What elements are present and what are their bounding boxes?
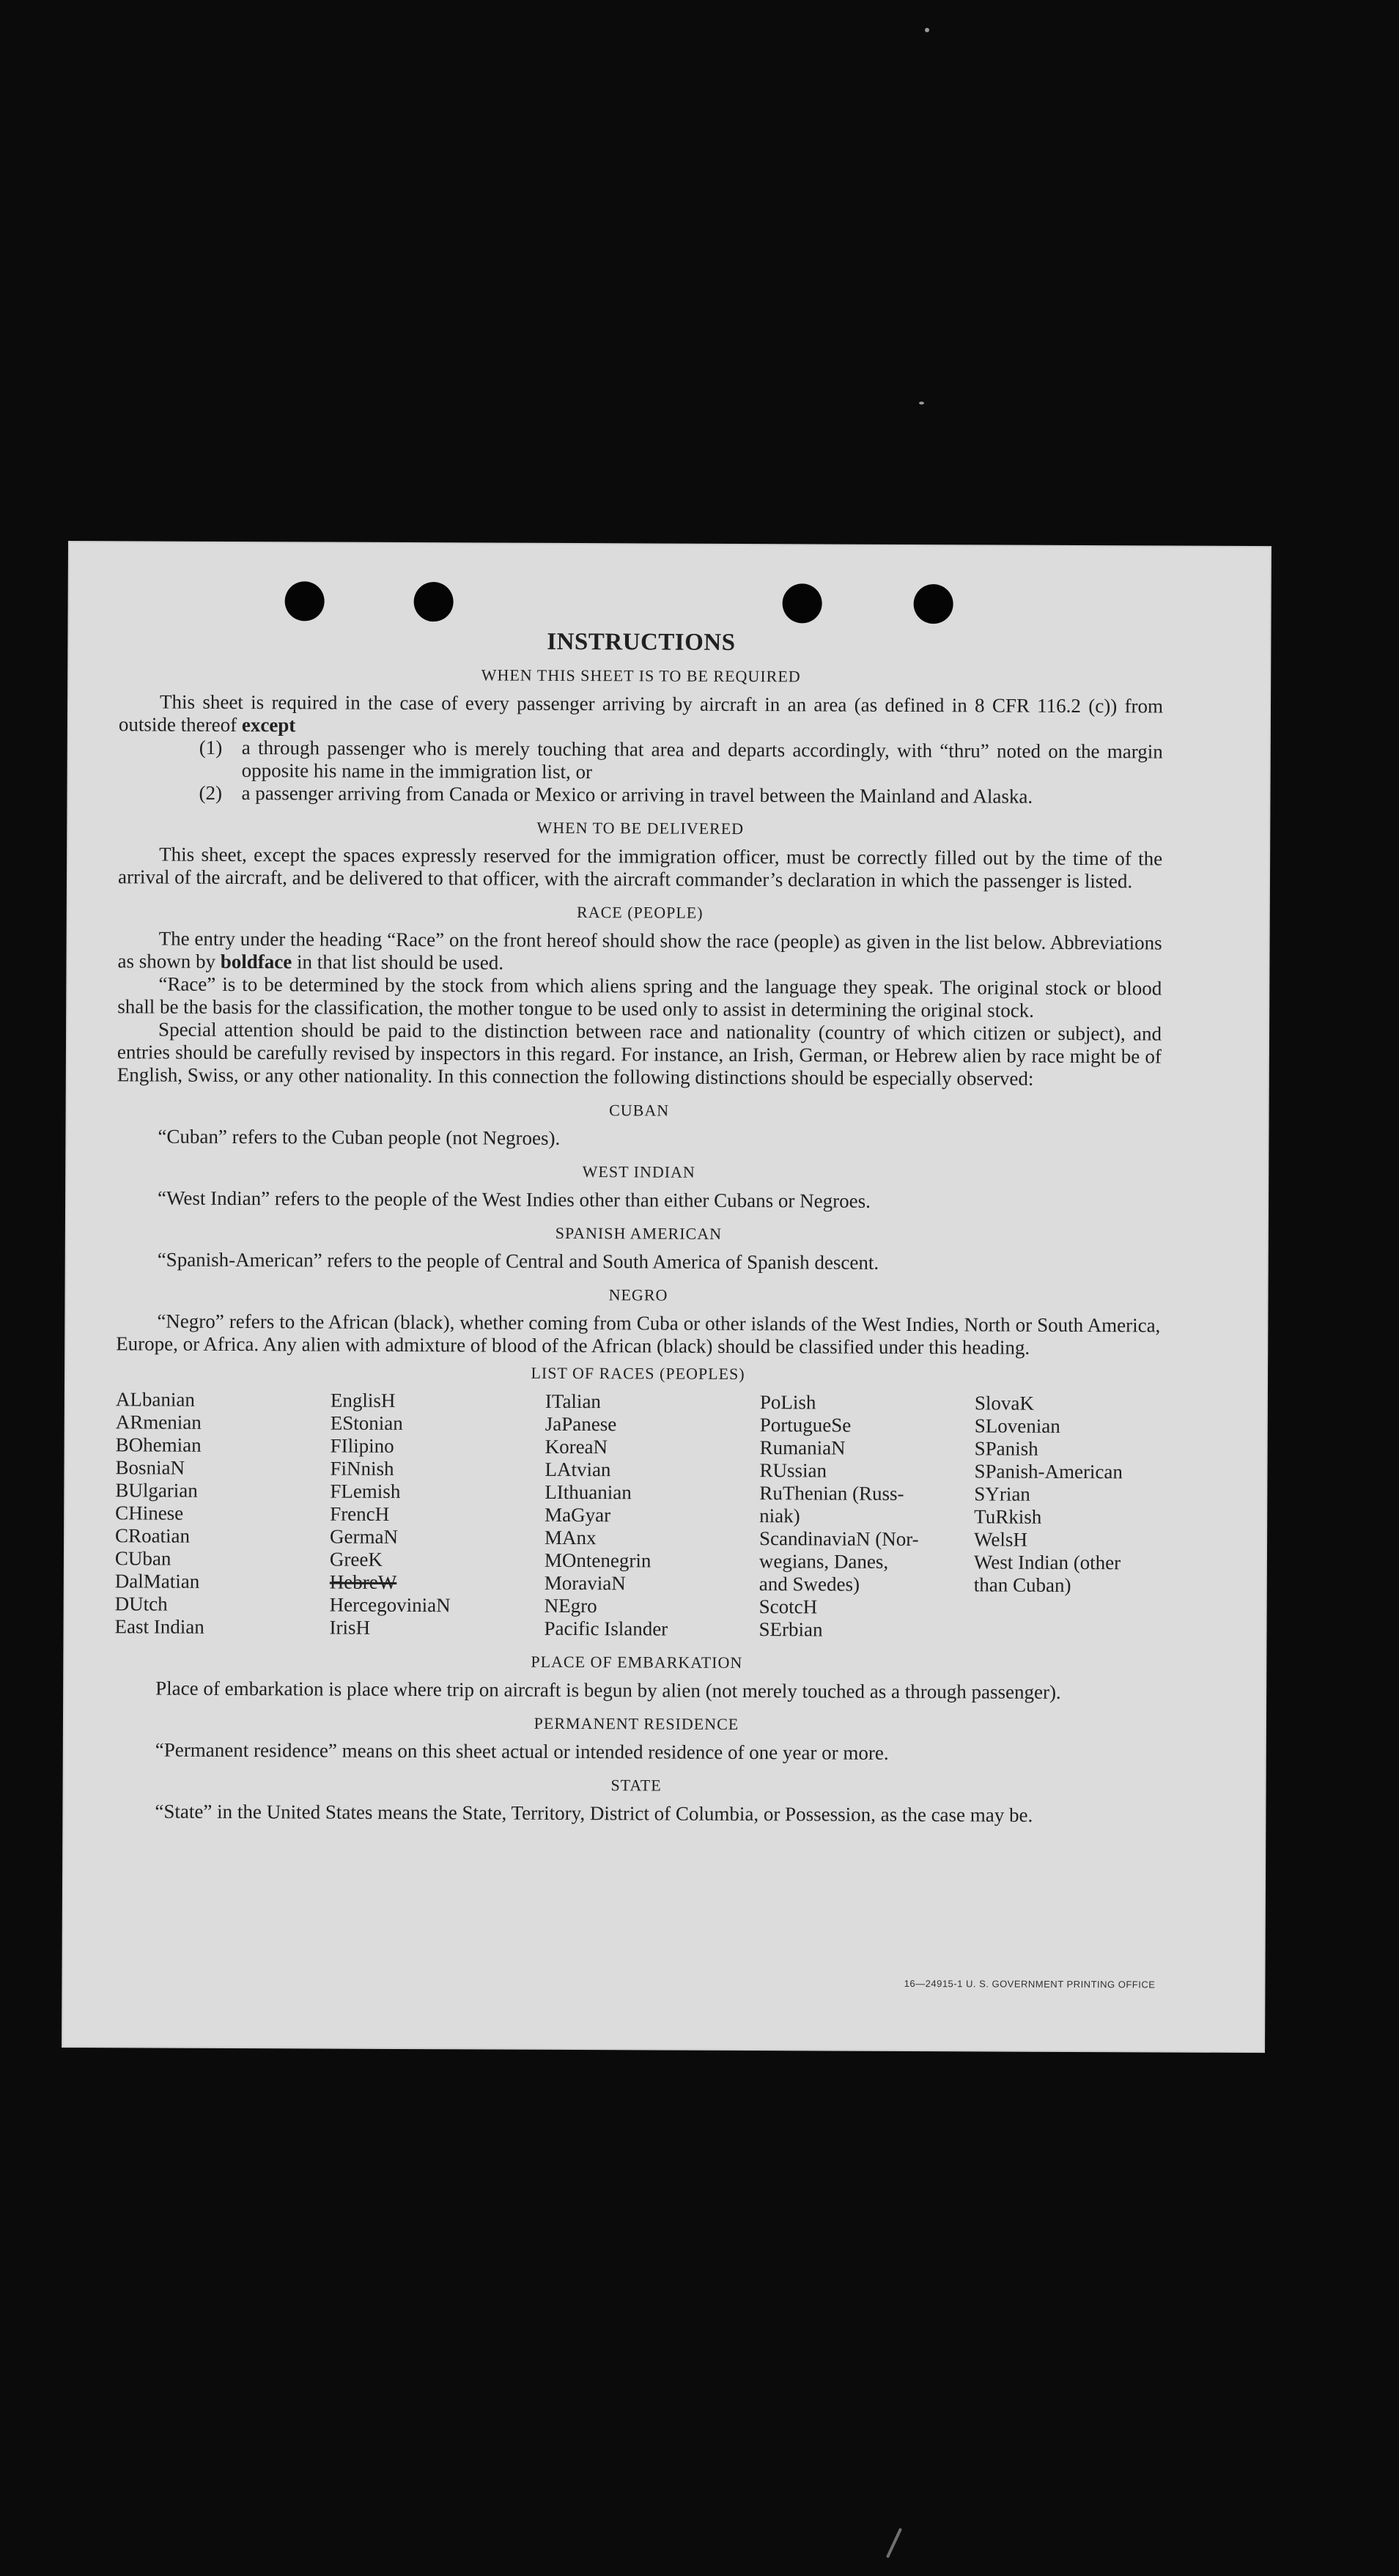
race-entry: FIlipino <box>330 1434 394 1457</box>
race-entry: ITalian <box>545 1390 602 1413</box>
race-entry: DUtch <box>114 1593 168 1615</box>
race-entry: BUlgarian <box>115 1479 198 1502</box>
race-entry: NEgro <box>544 1594 597 1617</box>
section-heading-list-of-races: LIST OF RACES (PEOPLES) <box>531 1363 745 1384</box>
race-entry: DalMatian <box>114 1570 200 1593</box>
section-heading-spanish-american: SPANISH AMERICAN <box>555 1223 723 1243</box>
race-entry: FLemish <box>330 1480 401 1502</box>
race-paragraph-1: The entry under the heading “Race” on the front hereof should show the race (people) as given in the list below. Abbreviations as shown by boldface in that list should be used. <box>117 927 1162 974</box>
race-entry: FiNnish <box>330 1457 394 1480</box>
race-entry: SErbian <box>758 1618 823 1641</box>
race-entry: SYrian <box>974 1483 1030 1505</box>
races-column <box>758 1391 974 1642</box>
section-heading-race: RACE (PEOPLE) <box>577 903 704 922</box>
race-entry: ARmenian <box>115 1411 202 1433</box>
race-entry: WelsH <box>974 1528 1027 1551</box>
punch-hole <box>285 581 325 621</box>
punch-hole <box>914 584 953 624</box>
race-entry: CUban <box>114 1547 171 1570</box>
race-entry: LIthuanian <box>545 1480 632 1504</box>
race-entry: EnglisH <box>330 1389 396 1411</box>
race-entry: PoLish <box>759 1391 816 1414</box>
race-entry: FrencH <box>330 1502 390 1525</box>
punch-hole <box>783 583 822 623</box>
section-heading-west-indian: WEST INDIAN <box>582 1162 695 1181</box>
race-entry: West Indian (other than Cuban) <box>973 1551 1121 1596</box>
races-list <box>114 1388 1159 1642</box>
race-entry: GreeK <box>329 1548 383 1571</box>
races-column <box>544 1390 759 1641</box>
spanish-american-text: “Spanish-American” refers to the people of Central and South America of Spanish descent. <box>157 1248 879 1274</box>
race-entry: TuRkish <box>974 1505 1042 1528</box>
race-entry: RumaniaN <box>759 1436 846 1459</box>
race-entry: BOhemian <box>115 1433 202 1456</box>
race-entry: HebreW <box>329 1571 397 1593</box>
race-entry: SPanish-American <box>974 1460 1123 1483</box>
when-delivered-text: This sheet, except the spaces expressly reserved for the immigration officer, must be correctly filled out by the time of the arrival of the aircraft, and be delivered to that officer, with the aircraft commander’s declaration in which the passenger is listed. <box>117 843 1163 893</box>
race-entry: ALbanian <box>115 1388 195 1411</box>
race-entry: JaPanese <box>545 1412 617 1436</box>
section-heading-embarkation: PLACE OF EMBARKATION <box>531 1652 743 1672</box>
race-paragraph-3: Special attention should be paid to the distinction between race and nationality (country of which citizen or subject), and entries should be carefully revised by inspectors in this regard. For instance, an Irish, German, or Hebrew alien by race might be of English, Swiss, or any other nationality. In this connection the following distinctions should be especially observed: <box>117 1018 1162 1090</box>
race-entry: SLovenian <box>974 1414 1060 1437</box>
race-entry: CHinese <box>115 1502 184 1524</box>
state-text: “State” in the United States means the State, Territory, District of Columbia, or Possession, as the case may be. <box>155 1800 1033 1826</box>
embarkation-text: Place of embarkation is place where trip on aircraft is begun by alien (not merely touched as a through passenger). <box>155 1677 1061 1703</box>
printing-office-code: 16—24915-1 U. S. GOVERNMENT PRINTING OFFICE <box>904 1977 1156 1990</box>
race-entry: SlovaK <box>974 1392 1034 1414</box>
section-heading-state: STATE <box>610 1776 662 1795</box>
exception-list <box>199 737 1162 809</box>
race-entry: RuThenian (Russ- niak) <box>759 1482 904 1527</box>
list-item: (1) a through passenger who is merely touching that area and departs accordingly, with “thru” noted on the margin opposite his name in the immigration list, or <box>199 736 1163 783</box>
race-entry: ScotcH <box>758 1595 818 1618</box>
race-entry: IrisH <box>329 1616 371 1639</box>
races-column <box>973 1392 1159 1642</box>
when-required-intro: This sheet is required in the case of every passenger arriving by aircraft in an area (as defined in 8 CFR 116.2 (c)) from outside thereof except <box>118 690 1164 737</box>
race-entry: EStonian <box>330 1411 403 1434</box>
races-column <box>329 1390 545 1640</box>
race-entry: KoreaN <box>545 1435 608 1458</box>
section-heading-negro: NEGRO <box>608 1285 668 1304</box>
race-entry: PortugueSe <box>759 1414 852 1436</box>
race-entry: MAnx <box>545 1526 597 1549</box>
negro-text: “Negro” refers to the African (black), whether coming from Cuba or other islands of the West Indies, North or South America, Europe, or Africa. Any alien with admixture of blood of the African (black) should be classified under this heading. <box>116 1310 1161 1359</box>
race-entry: MoraviaN <box>544 1571 626 1595</box>
instructions-body <box>114 629 1163 1827</box>
race-entry: BosniaN <box>115 1456 185 1479</box>
race-entry: HercegoviniaN <box>329 1593 451 1617</box>
race-paragraph-2: “Race” is to be determined by the stock from which aliens spring and the language they speak. The original stock or blood shall be the basis for the classification, the mother tongue to be used only to assist in determining the original stock. <box>117 973 1162 1022</box>
punch-hole <box>414 582 454 621</box>
section-heading-cuban: CUBAN <box>609 1101 670 1120</box>
race-entry: MaGyar <box>545 1503 611 1527</box>
race-entry: East Indian <box>114 1615 204 1638</box>
residence-text: “Permanent residence” means on this sheet actual or intended residence of one year or more. <box>155 1738 889 1764</box>
race-entry: LAtvian <box>545 1458 611 1481</box>
west-indian-text: “West Indian” refers to the people of the West Indies other than either Cubans or Negroes. <box>158 1186 871 1212</box>
section-heading-when-required: WHEN THIS SHEET IS TO BE REQUIRED <box>481 665 801 686</box>
list-item: (2) a passenger arriving from Canada or Mexico or arriving in travel between the Mainland and Alaska. <box>199 781 1033 808</box>
race-entry: RUssian <box>759 1459 827 1482</box>
cuban-text: “Cuban” refers to the Cuban people (not Negroes). <box>158 1125 561 1149</box>
section-heading-when-delivered: WHEN TO BE DELIVERED <box>536 818 745 838</box>
document-sheet <box>63 542 1270 2051</box>
race-entry: GermaN <box>330 1525 399 1548</box>
race-entry: Pacific Islander <box>544 1617 668 1640</box>
races-column <box>114 1388 330 1639</box>
page-title: INSTRUCTIONS <box>547 628 736 656</box>
race-entry: MOntenegrin <box>544 1549 651 1572</box>
section-heading-residence: PERMANENT RESIDENCE <box>534 1713 739 1733</box>
race-entry: SPanish <box>974 1437 1038 1460</box>
race-entry: CRoatian <box>115 1524 191 1547</box>
race-entry: ScandinaviaN (Nor- wegians, Danes, and Swedes) <box>758 1527 919 1595</box>
